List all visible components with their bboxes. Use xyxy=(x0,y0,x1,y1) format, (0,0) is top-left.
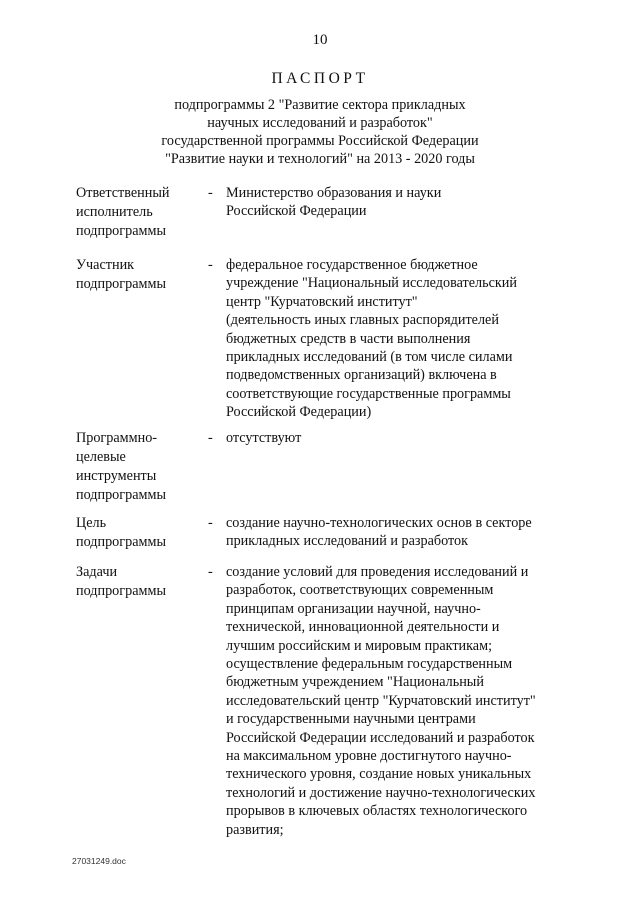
subtitle-line: научных исследований и разработок" xyxy=(207,115,433,131)
value-line: отсутствуют xyxy=(226,430,302,446)
value-line: прорывов в ключевых областях технологического xyxy=(226,803,528,820)
label-line: подпрограммы xyxy=(76,276,166,292)
value-line: (деятельность иных главных распорядителей xyxy=(226,312,499,329)
row-label xyxy=(76,514,196,552)
label-line: Участник xyxy=(76,257,135,273)
label-line: Цель xyxy=(76,515,107,531)
row-dash: - xyxy=(208,257,213,273)
label-line: исполнитель xyxy=(76,204,153,220)
value-line: лучшим российским и мировым практикам; xyxy=(226,637,493,654)
row-value xyxy=(226,429,571,447)
label-line: Ответственный xyxy=(76,185,170,201)
label-line: инструменты xyxy=(76,468,157,484)
label-line: подпрограммы xyxy=(76,223,166,239)
value-line: федеральное государственное бюджетное xyxy=(226,257,478,273)
value-line: создание научно-технологических основ в секторе xyxy=(226,515,532,531)
row-dash: - xyxy=(208,430,213,446)
subtitle-line: "Развитие науки и технологий" на 2013 - 2020 годы xyxy=(165,151,475,167)
label-line: подпрограммы xyxy=(76,583,166,599)
row-value xyxy=(226,256,571,422)
value-line: Министерство образования и науки xyxy=(226,185,442,201)
value-line: прикладных исследований (в том числе силами xyxy=(226,349,513,366)
value-line: бюджетным учреждением "Национальный xyxy=(226,674,484,691)
value-line: учреждение "Национальный исследовательский xyxy=(226,275,517,292)
row-dash: - xyxy=(208,515,213,531)
value-line: подведомственных организаций) включена в xyxy=(226,367,497,384)
value-line: на максимальном уровне достигнутого научно- xyxy=(226,748,512,765)
row-label xyxy=(76,563,196,601)
subtitle-line: подпрограммы 2 "Развитие сектора прикладных xyxy=(174,97,466,113)
file-name-footer: 27031249.doc xyxy=(72,856,126,866)
row-label xyxy=(76,429,196,505)
value-line: технического уровня, создание новых уникальных xyxy=(226,766,532,783)
row-dash: - xyxy=(208,185,213,201)
value-line: разработок, соответствующих современным xyxy=(226,582,494,599)
label-line: целевые xyxy=(76,449,126,465)
value-line: технической, инновационной деятельности и xyxy=(226,619,500,636)
label-line: подпрограммы xyxy=(76,534,166,550)
row-value xyxy=(226,514,571,551)
value-line: принципам организации научной, научно- xyxy=(226,600,481,617)
value-line: технологий и достижение научно-технологических xyxy=(226,784,536,801)
label-line: Задачи xyxy=(76,564,118,580)
document-subtitle xyxy=(0,96,640,168)
label-line: Программно- xyxy=(76,430,158,446)
value-line: осуществление федеральным государственным xyxy=(226,656,513,673)
label-line: подпрограммы xyxy=(76,487,166,503)
value-line: и государственными научными центрами xyxy=(226,711,476,728)
row-value xyxy=(226,563,571,839)
row-label xyxy=(76,256,196,294)
value-line: бюджетных средств в части выполнения xyxy=(226,330,471,347)
value-line: развития; xyxy=(226,821,284,838)
value-line: создание условий для проведения исследований и xyxy=(226,564,529,580)
value-line: центр "Курчатовский институт" xyxy=(226,293,418,310)
row-dash: - xyxy=(208,564,213,580)
row-value xyxy=(226,184,571,221)
value-line: исследовательский центр "Курчатовский институт" xyxy=(226,692,536,709)
value-line: прикладных исследований и разработок xyxy=(226,533,469,550)
row-label xyxy=(76,184,196,241)
value-line: Российской Федерации xyxy=(226,203,367,220)
value-line: Российской Федерации исследований и разработок xyxy=(226,729,535,746)
document-title: ПАСПОРТ xyxy=(271,70,369,87)
value-line: соответствующие государственные программы xyxy=(226,385,511,402)
subtitle-line: государственной программы Российской Федерации xyxy=(161,133,479,149)
value-line: Российской Федерации) xyxy=(226,404,372,421)
page-number: 10 xyxy=(312,32,328,48)
